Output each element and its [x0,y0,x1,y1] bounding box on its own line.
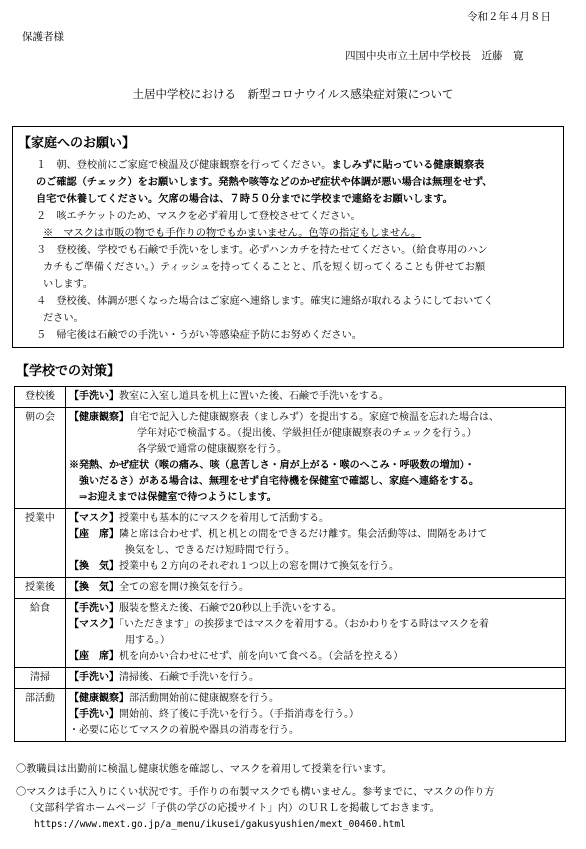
home-item-1: １ 朝、登校前にご家庭で検温及び健康観察を行ってください。ましみずに貼っている健康観察表 [36,159,485,171]
row-label: 授業中 [15,509,66,578]
home-item-2-note: ※ マスクは市販の物でも手作りの物でもかまいません。色等の指定もしません。 [43,228,422,239]
row-label: 朝の会 [15,408,66,509]
home-item-4-line2: ださい。 [43,313,84,324]
recipient: 保護者様 [22,31,64,43]
row-content: 【換 気】全ての窓を開け換気を行う。 [66,578,566,599]
row-label: 登校後 [15,387,66,408]
table-row [15,408,566,509]
table-row [15,509,566,578]
row-label: 清掃 [15,668,66,689]
home-item-5: ５ 帰宅後は石鹸での手洗い・うがい等感染症予防にお努めください。 [36,330,362,341]
footer-note-mask: 〇マスクは手に入りにくい状況です。手作りの布製マスクでも構いません。参考までに、マスクの作り方 [16,787,495,798]
home-requests-heading: 【家庭へのお願い】 [18,136,136,151]
table-row [15,599,566,668]
sender: 四国中央市立土居中学校長 近藤 寛 [345,50,524,62]
home-item-3-line3: いします。 [43,279,94,290]
row-content: 【手洗い】清掃後、石鹸で手洗いを行う。 [66,668,566,689]
mext-url-link[interactable]: https://www.mext.go.jp/a_menu/ikusei/gakusyushien/mext_00460.html [34,819,406,830]
home-item-2: ２ 咳エチケットのため、マスクを必ず着用して登校させてください。 [36,211,361,222]
row-content: 【健康観察】自宅で記入した健康観察表（ましみず）を提出する。家庭で検温を忘れた場合は、 学年対応で検温する。（提出後、学級担任が健康観察表のチェックを行う。） 各学級で通常の健康観察を行う。 ※発熱、かぜ症状（喉の痛み、咳（息苦しさ・肩が上がる・喉のへこみ・呼吸数の増加）・ 強いだるさ）がある場合は、無理をせず自宅待機を保健室で確認し、家庭へ連絡をする。 ⇒お迎えまでは保健室で待つようにします。 [66,408,566,509]
school-measures-heading: 【学校での対策】 [16,364,121,379]
footer-note-mask-line2: （文部科学省ホームページ「子供の学びの応援サイト」内）のＵＲＬを掲載しておきます。 [24,803,440,814]
row-label: 給食 [15,599,66,668]
table-row [15,668,566,689]
footer-note-staff: 〇教職員は出勤前に検温し健康状態を確認し、マスクを着用して授業を行います。 [16,764,393,775]
home-item-3: ３ 登校後、学校でも石鹸で手洗いをします。必ずハンカチを持たせてください。（給食専用のハン [36,245,488,256]
document-title: 土居中学校における 新型コロナウイルス感染症対策について [132,87,454,101]
home-item-3-line2: カチもご準備ください。）ティッシュを持ってくることと、爪を短く切ってくることも併せてお願 [43,262,486,273]
table-row [15,387,566,408]
date: 令和２年４月８日 [467,11,551,23]
table-row [15,578,566,599]
school-measures-table [14,386,566,742]
table-row [15,689,566,742]
home-item-1-line2: のご確認（チェック）をお願いします。発熱や咳等などのかぜ症状や体調が悪い場合は無理をせず、 [36,176,493,188]
home-item-4: ４ 登校後、体調が悪くなった場合はご家庭へ連絡します。確実に連絡が取れるようにしておいてく [36,296,494,307]
row-label: 授業後 [15,578,66,599]
row-label: 部活動 [15,689,66,742]
row-content: 【手洗い】教室に入室し道具を机上に置いた後、石鹸で手洗いをする。 [66,387,566,408]
row-content: 【手洗い】服装を整えた後、石鹸で20秒以上手洗いをする。 【マスク】「いただきます」の挨拶まではマスクを着用する。（おかわりをする時はマスクを着 用する。） 【座 席】机を向かい合わせにせず、前を向いて食べる。（会話を控える） [66,599,566,668]
row-content: 【マスク】授業中も基本的にマスクを着用して活動する。 【座 席】隣と席は合わせず、机と机との間をできるだけ離す。集会活動等は、間隔をあけて 換気をし、できるだけ短時間で行う。 【換 気】授業中も２方向のそれぞれ１つ以上の窓を開けて換気を行う。 [66,509,566,578]
home-item-1-line3: 自宅で休養してください。欠席の場合は、７時５０分までに学校まで連絡をお願いします。 [36,193,453,205]
row-content: 【健康観察】部活動開始前に健康観察を行う。 【手洗い】開始前、終了後に手洗いを行う。（手指消毒を行う。） ・必要に応じてマスクの着脱や器具の消毒を行う。 [66,689,566,742]
